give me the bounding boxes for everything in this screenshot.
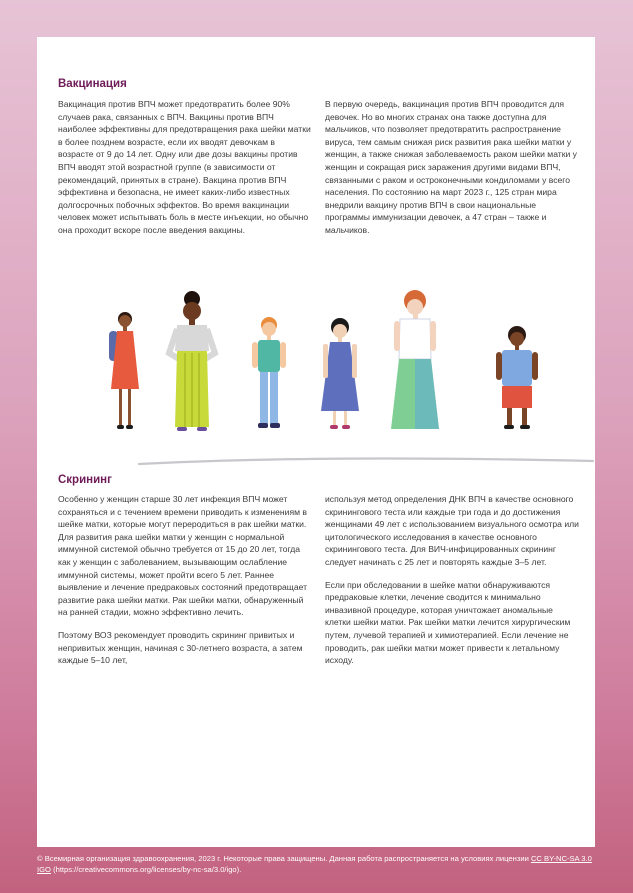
woman-red-hair-figure xyxy=(391,290,439,429)
vaccination-right-paragraph: В первую очередь, вакцинация против ВПЧ проводится для девочек. Но во многих странах она также доступна для мальчиков, что позволяет предотвратить распространение вируса, тем самым снижая риск развития рака шейки матки у женщин, а также снижая заболеваемость раком шейки матки у женщин и сокращая риск заражения другими видами ВПЧ, связанными с раком и остроконечными кондиломами у всего населения. По состоянию на март 2023 г., 125 стран мира внедрили вакцину против ВПЧ в свои национальные программы иммунизации девочек, а 47 стран – также и мальчиков. xyxy=(325,99,577,235)
woman-purple-dress-figure xyxy=(321,318,359,429)
screening-right-paragraph-2: Если при обследовании в шейке матки обнаруживаются предраковые клетки, лечение сводится к минимально инвазивной процедуре, которая уничтожает аномальные клетки шейки матки. Рак шейки матки лечится хирургическим путем, лучевой терапией и химиотерапией. Если лечение не проводить, рак шейки матки может привести к летальному исходу. xyxy=(325,579,571,666)
section-divider xyxy=(137,455,597,469)
screening-left-column xyxy=(58,493,312,677)
license-url[interactable]: (https://creativecommons.org/licenses/by-nc-sa/3.0/igo) xyxy=(53,865,240,874)
screening-right-paragraph-1: используя метод определения ДНК ВПЧ в качестве основного скринингового теста или каждые три года и до достижения женщинами 49 лет с использованием визуального осмотра или цитологического исследования в качестве основного скринингового теста. Для ВИЧ-инфицированных скрининг следует начинать с 25 лет и повторять каждые 3–5 лет. xyxy=(325,494,579,567)
vaccination-heading: Вакцинация xyxy=(58,78,127,90)
document-page xyxy=(37,37,595,847)
copyright-footer xyxy=(37,853,597,875)
license-link[interactable]: CC BY-NC-SA 3.0 IGO xyxy=(37,854,592,874)
vaccination-left-paragraph: Вакцинация против ВПЧ может предотвратить более 90% случаев рака, связанных с ВПЧ. Вакцины против ВПЧ наиболее эффективны для предотвращения рака шейки матки в более позднем возрасте, если их вводят девочкам в возрасте от 9 до 14 лет. Одну или две дозы вакцины против ВПЧ вводят этой возрастной группе (в зависимости от рекомендаций, принятых в стране). Вакцина против ВПЧ эффективна и безопасна, не имеет каких-либо известных долгосрочных побочных эффектов. Во время вакцинации человек может испытывать боль в месте инъекции, но обычно она проходит вскоре после введения вакцины. xyxy=(58,99,311,235)
boy-teal-shirt-figure xyxy=(252,317,286,428)
screening-left-paragraph-2: Поэтому ВОЗ рекомендует проводить скрининг привитых и непривитых женщин, начиная с 30-летнего возраста, а затем каждые 5–10 лет, xyxy=(58,629,303,666)
vaccination-left-column xyxy=(58,98,312,247)
boy-blue-shirt-figure xyxy=(496,326,538,429)
people-illustration xyxy=(97,289,547,437)
vaccination-right-column xyxy=(325,98,579,247)
girl-orange-dress-figure xyxy=(109,312,139,429)
footer-end: . xyxy=(239,865,242,874)
screening-right-column xyxy=(325,493,579,677)
screening-heading: Скрининг xyxy=(58,474,112,486)
woman-green-skirt-figure xyxy=(169,291,215,431)
screening-left-paragraph-1: Особенно у женщин старше 30 лет инфекция ВПЧ может сохраняться и с течением времени приводить к изменениям в шейке матки, которые могут переродиться в рак шейки матки. Для развития рака шейки матки у женщин с нормальной иммунной системой обычно требуется от 15 до 20 лет, тогда как у женщин с заболеванием, вызывающим ослабление иммунной системы, может пройти всего 5 лет. Раннее выявление и лечение предраковых состояний предотвращает развитие рака шейки матки. Рак шейки матки, обнаруженный на ранней стадии, можно эффективно лечить. xyxy=(58,494,308,618)
footer-text: © Всемирная организация здравоохранения, 2023 г. Некоторые права защищены. Данная работа распространяется на условиях лицензии xyxy=(37,854,529,863)
